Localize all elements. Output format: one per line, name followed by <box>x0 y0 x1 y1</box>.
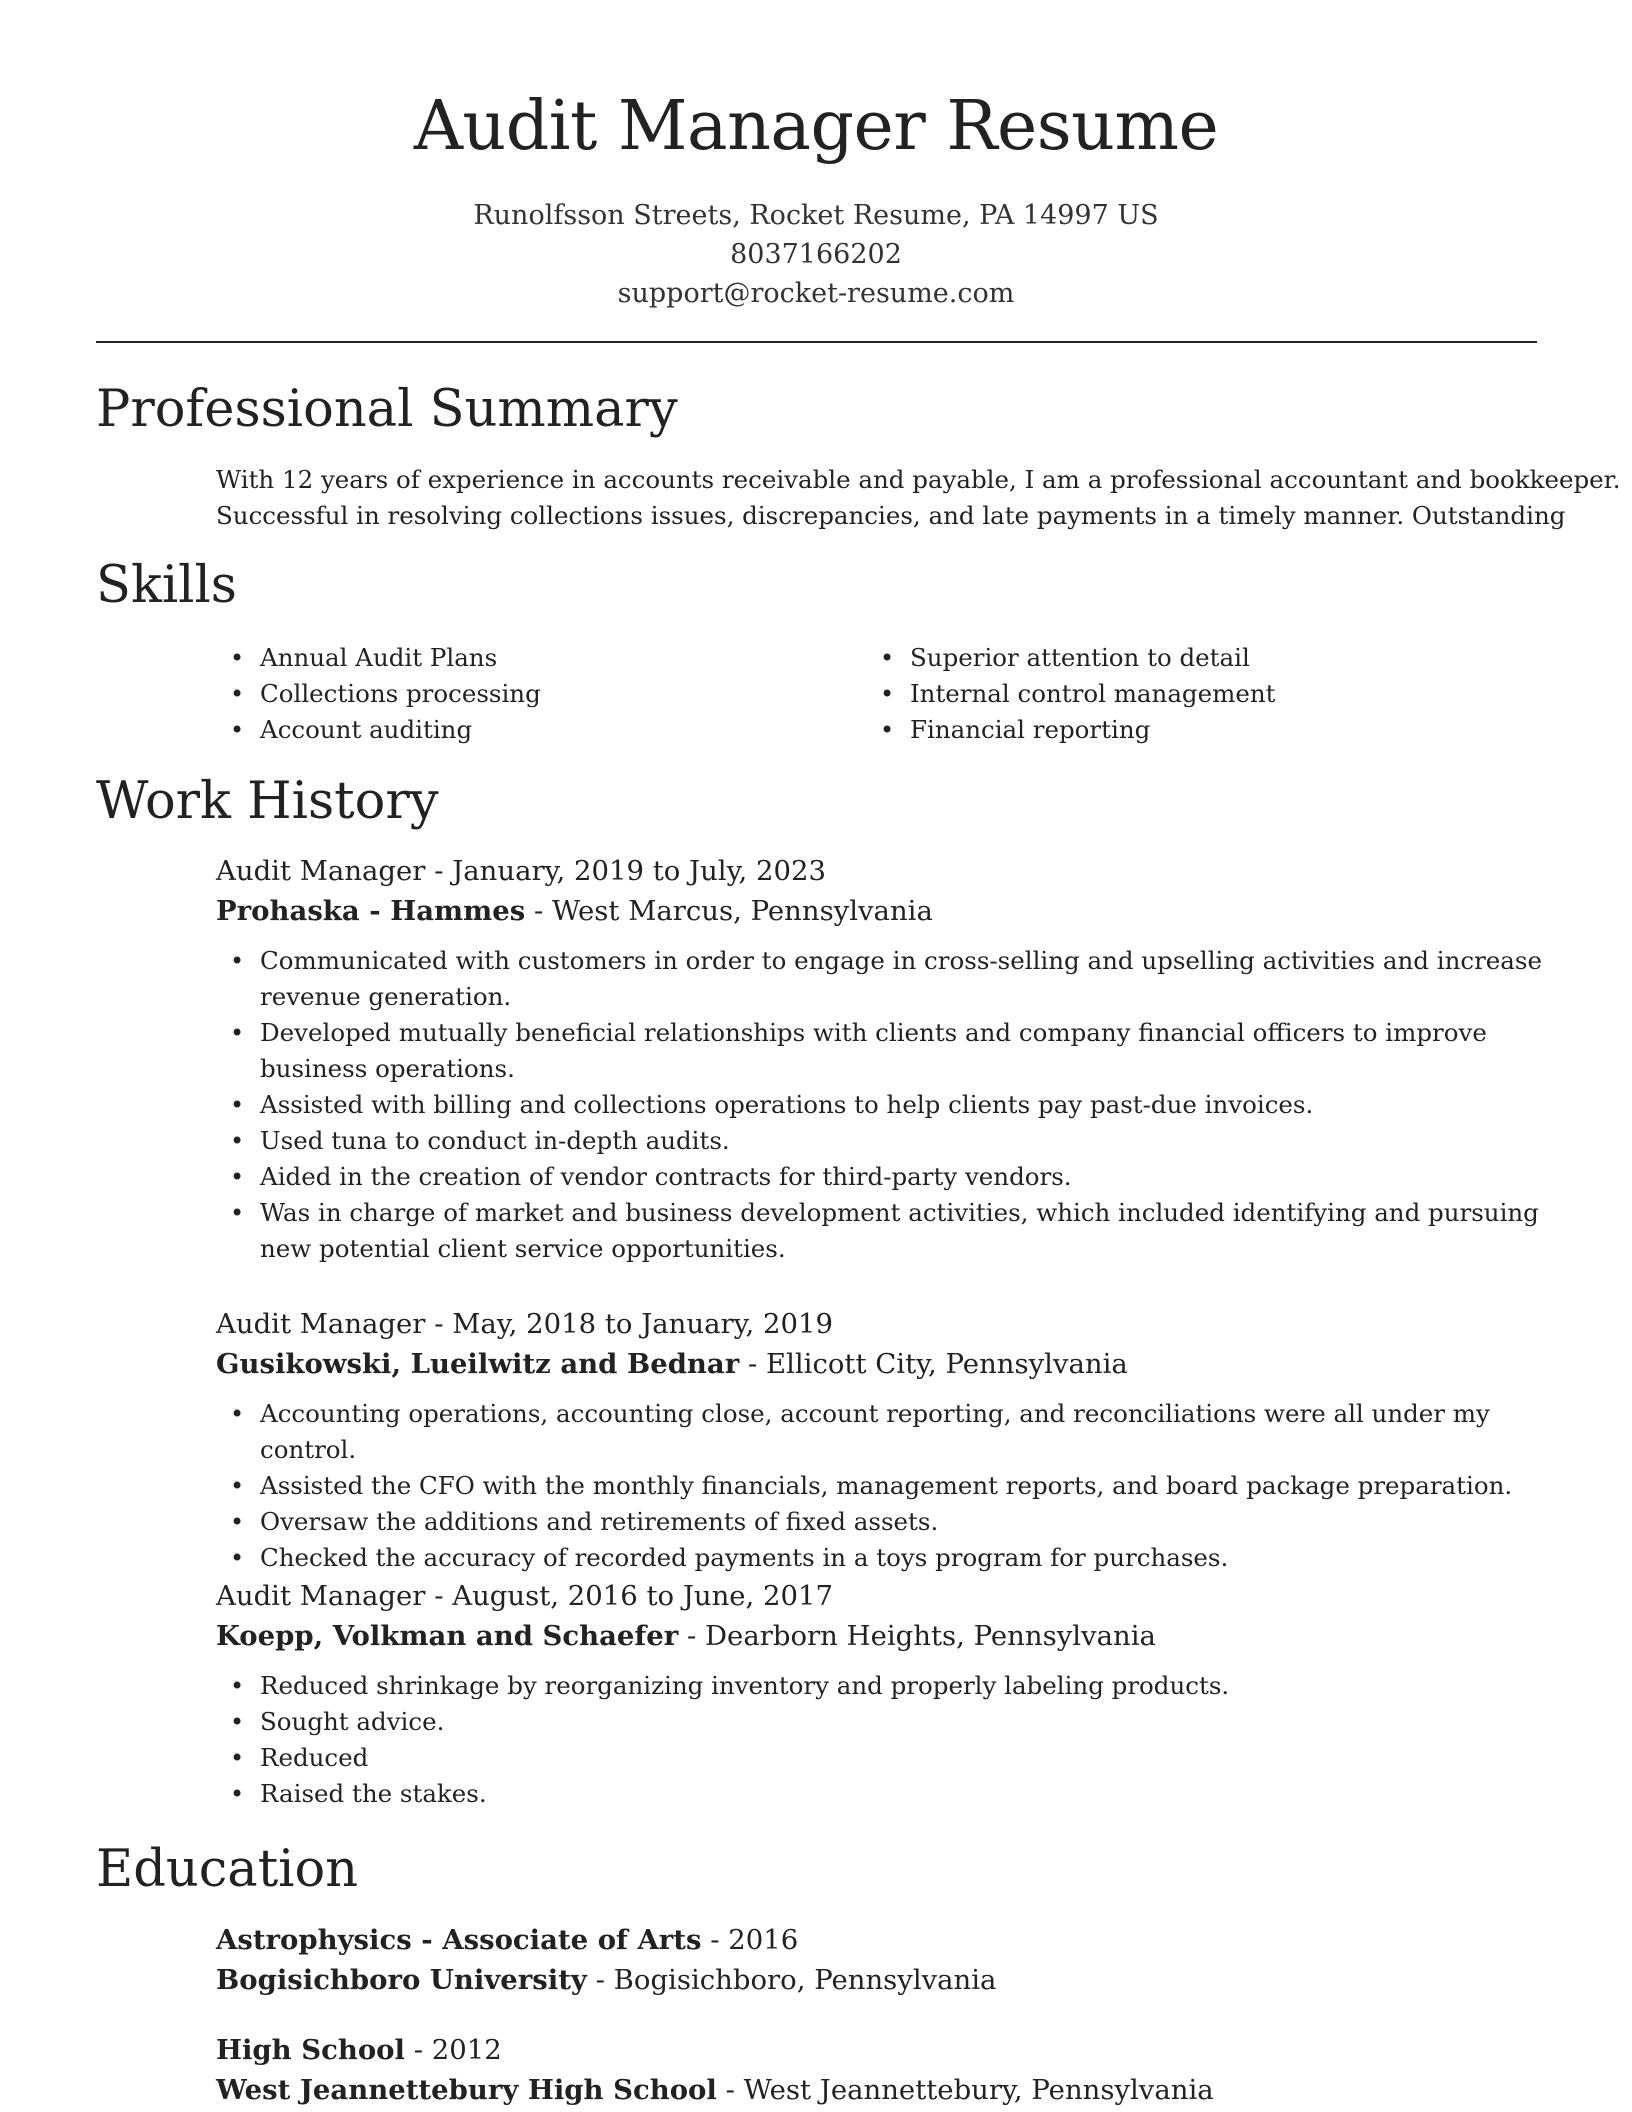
education-school-line <box>216 2070 1214 2110</box>
job-bullet: • Accounting operations, accounting close, account reporting, and reconciliations were all under my control. <box>216 1396 1550 1468</box>
skill-item: • Superior attention to detail <box>866 640 1506 676</box>
job-dates: - May, 2018 to January, 2019 <box>425 1308 833 1340</box>
education-degree: Astrophysics - Associate of Arts <box>216 1924 702 1956</box>
job-title-line <box>216 851 1546 891</box>
header-divider <box>96 341 1537 343</box>
education-year: - 2012 <box>404 2034 502 2066</box>
job-bullet: • Checked the accuracy of recorded payments in a toys program for purchases. <box>216 1540 1550 1576</box>
job-bullet: • Reduced shrinkage by reorganizing inventory and properly labeling products. <box>216 1668 1550 1704</box>
job-bullet: • Communicated with customers in order to engage in cross-selling and upselling activities and increase revenue generation. <box>216 943 1550 1015</box>
job-bullet: • Developed mutually beneficial relationships with clients and company financial officers to improve business operations. <box>216 1015 1550 1087</box>
contact-block <box>0 196 1632 313</box>
education-school: Bogisichboro University <box>216 1964 587 1996</box>
job-title: Audit Manager <box>216 1308 426 1340</box>
job-title: Audit Manager <box>216 855 426 887</box>
job-company-line <box>216 1344 1546 1384</box>
education-year: - 2016 <box>701 1924 799 1956</box>
job-bullets <box>216 1396 1546 1576</box>
job-location: - Dearborn Heights, Pennsylvania <box>678 1620 1156 1652</box>
skill-item: • Annual Audit Plans <box>216 640 856 676</box>
education-location: - West Jeannettebury, Pennsylvania <box>716 2074 1214 2106</box>
skills-list-left <box>216 640 856 748</box>
job-title-line <box>216 1576 1546 1616</box>
skills-heading: Skills <box>96 556 237 615</box>
education-degree-line <box>216 2030 1214 2070</box>
job-dates: - January, 2019 to July, 2023 <box>425 855 826 887</box>
job-company-line <box>216 891 1546 931</box>
skill-item: • Collections processing <box>216 676 856 712</box>
skills-list-right <box>866 640 1506 748</box>
job-bullet: • Oversaw the additions and retirements of fixed assets. <box>216 1504 1550 1540</box>
education-degree: High School <box>216 2034 405 2066</box>
work-history-heading: Work History <box>96 772 439 831</box>
job-company-line <box>216 1616 1546 1656</box>
job-bullet: • Sought advice. <box>216 1704 1550 1740</box>
summary-line: Successful in resolving collections issues, discrepancies, and late payments in a timely manner. Outstanding <box>216 501 1566 530</box>
job-bullets <box>216 1668 1546 1812</box>
job-company: Koepp, Volkman and Schaefer <box>216 1620 679 1652</box>
job-bullet: • Assisted with billing and collections operations to help clients pay past-due invoices. <box>216 1087 1550 1123</box>
skill-item: • Financial reporting <box>866 712 1506 748</box>
education-school-line <box>216 1960 996 2000</box>
job-entry <box>216 1576 1546 1812</box>
education-heading: Education <box>96 1840 359 1899</box>
job-company: Gusikowski, Lueilwitz and Bednar <box>216 1348 740 1380</box>
job-entry <box>216 851 1546 1267</box>
contact-address: Runolfsson Streets, Rocket Resume, PA 14997 US <box>473 200 1159 231</box>
resume-title: Audit Manager Resume <box>413 87 1219 166</box>
education-entry <box>216 1920 996 2000</box>
summary-heading: Professional Summary <box>96 380 678 439</box>
resume-header <box>0 0 1632 313</box>
job-bullet: • Reduced <box>216 1740 1550 1776</box>
job-bullet: • Aided in the creation of vendor contracts for third-party vendors. <box>216 1159 1550 1195</box>
job-entry <box>216 1304 1546 1576</box>
education-entry <box>216 2030 1214 2110</box>
job-bullet: • Used tuna to conduct in-depth audits. <box>216 1123 1550 1159</box>
skill-item: • Account auditing <box>216 712 856 748</box>
education-location: - Bogisichboro, Pennsylvania <box>586 1964 997 1996</box>
job-location: - West Marcus, Pennsylvania <box>525 895 933 927</box>
summary-line: With 12 years of experience in accounts receivable and payable, I am a professional accountant and bookkeeper. <box>216 465 1621 494</box>
job-title-line <box>216 1304 1546 1344</box>
education-degree-line <box>216 1920 996 1960</box>
education-school: West Jeannettebury High School <box>216 2074 717 2106</box>
job-title: Audit Manager <box>216 1580 426 1612</box>
job-location: - Ellicott City, Pennsylvania <box>739 1348 1128 1380</box>
contact-email: support@rocket-resume.com <box>617 278 1015 309</box>
summary-text <box>216 462 1621 534</box>
job-bullets <box>216 943 1546 1267</box>
job-dates: - August, 2016 to June, 2017 <box>425 1580 834 1612</box>
job-bullet: • Assisted the CFO with the monthly financials, management reports, and board package preparation. <box>216 1468 1550 1504</box>
job-bullet: • Was in charge of market and business development activities, which included identifying and pursuing new potential client service opportunities. <box>216 1195 1550 1267</box>
job-company: Prohaska - Hammes <box>216 895 526 927</box>
skill-item: • Internal control management <box>866 676 1506 712</box>
contact-phone: 8037166202 <box>730 239 902 270</box>
job-bullet: • Raised the stakes. <box>216 1776 1550 1812</box>
